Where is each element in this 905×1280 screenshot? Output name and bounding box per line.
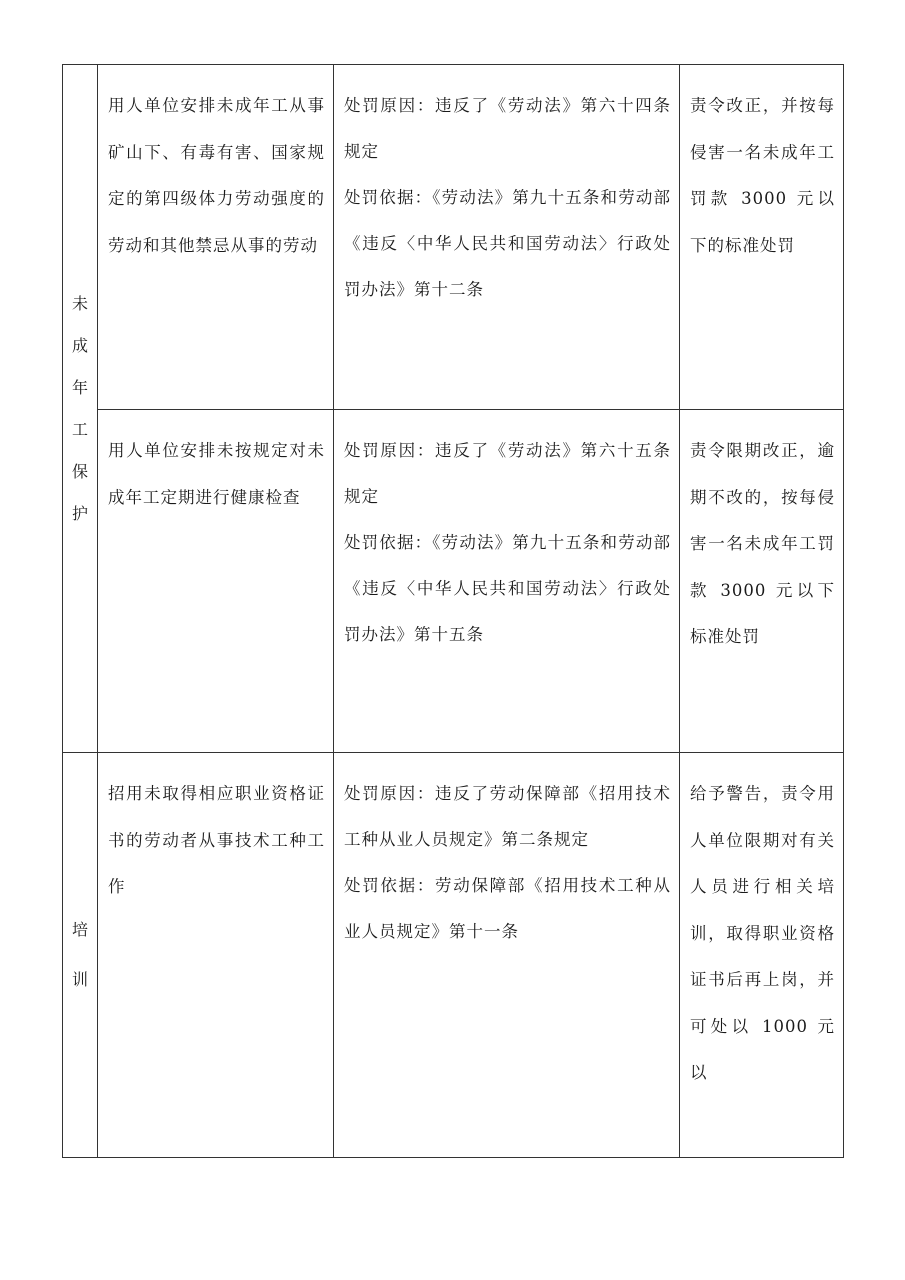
penalty-cell bbox=[680, 753, 844, 1158]
reason-basis-block bbox=[334, 410, 679, 658]
penalty-text: 给予警告，责令用人单位限期对有关人员进行相关培训，取得职业资格证书后再上岗，并可处以 1000 元以 bbox=[690, 784, 835, 1082]
category-cell bbox=[63, 65, 98, 753]
violation-cell bbox=[98, 410, 334, 753]
violation-cell bbox=[98, 65, 334, 410]
table-row bbox=[63, 753, 844, 1158]
category-char: 年 bbox=[71, 377, 88, 397]
basis-text: 处罚依据：劳动保障部《招用技术工种从业人员规定》第十一条 bbox=[344, 876, 671, 941]
table-row bbox=[63, 410, 844, 753]
category-char: 培 bbox=[71, 920, 88, 939]
category-char: 成 bbox=[71, 335, 88, 355]
basis-text: 处罚依据：《劳动法》第九十五条和劳动部《违反〈中华人民共和国劳动法〉行政处罚办法》第十二条 bbox=[344, 188, 671, 299]
reason-basis-cell bbox=[334, 65, 680, 410]
table-row bbox=[63, 65, 844, 410]
reason-text: 处罚原因：违反了《劳动法》第六十五条规定 bbox=[344, 441, 671, 506]
penalty-cell bbox=[680, 65, 844, 410]
violation-text: 用人单位安排未成年工从事矿山下、有毒有害、国家规定的第四级体力劳动强度的劳动和其他禁忌从事的劳动 bbox=[108, 96, 325, 255]
reason-basis-block bbox=[334, 753, 679, 955]
penalty-table bbox=[62, 64, 844, 1158]
violation-cell bbox=[98, 753, 334, 1158]
penalty-cell bbox=[680, 410, 844, 753]
reason-text: 处罚原因：违反了《劳动法》第六十四条规定 bbox=[344, 96, 671, 161]
reason-basis-cell bbox=[334, 410, 680, 753]
category-char: 训 bbox=[71, 970, 88, 989]
violation-text: 用人单位安排未按规定对未成年工定期进行健康检查 bbox=[108, 441, 325, 507]
reason-text: 处罚原因：违反了劳动保障部《招用技术工种从业人员规定》第二条规定 bbox=[344, 784, 671, 849]
penalty-text: 责令限期改正，逾期不改的，按每侵害一名未成年工罚款 3000 元以下标准处罚 bbox=[690, 441, 835, 646]
reason-basis-block bbox=[334, 65, 679, 313]
basis-text: 处罚依据：《劳动法》第九十五条和劳动部《违反〈中华人民共和国劳动法〉行政处罚办法》第十五条 bbox=[344, 533, 671, 644]
category-char: 保 bbox=[71, 461, 88, 481]
reason-basis-cell bbox=[334, 753, 680, 1158]
category-char: 工 bbox=[71, 419, 88, 439]
violation-text: 招用未取得相应职业资格证书的劳动者从事技术工种工作 bbox=[108, 784, 325, 896]
penalty-text: 责令改正，并按每侵害一名未成年工罚款 3000 元以下的标准处罚 bbox=[690, 96, 835, 255]
category-char: 护 bbox=[71, 503, 88, 523]
category-cell bbox=[63, 753, 98, 1158]
category-char: 未 bbox=[71, 293, 88, 313]
